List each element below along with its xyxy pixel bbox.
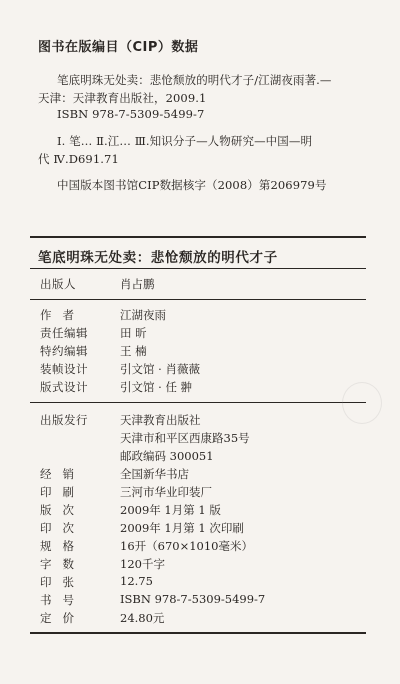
detail-label-edition: 版次 — [40, 503, 85, 517]
detail-value-word-count: 120千字 — [120, 557, 165, 571]
credit-value-author: 江湖夜雨 — [120, 308, 166, 322]
publisher-person-value: 肖占鹏 — [120, 277, 155, 291]
cip-line-1: 笔底明珠无处卖：悲怆颓放的明代才子/江湖夜雨著.— — [57, 73, 332, 87]
detail-label-distributor: 经销 — [40, 467, 85, 481]
credit-label-special-editor: 特约编辑 — [40, 344, 88, 358]
detail-label-printer: 印刷 — [40, 485, 85, 499]
title-rule — [30, 268, 366, 269]
detail-value-distributor: 全国新华书店 — [120, 467, 189, 481]
detail-value-printer: 三河市华业印装厂 — [120, 485, 212, 499]
credits-rule-top — [30, 299, 366, 300]
detail-label-format: 规格 — [40, 539, 85, 553]
credit-label-author: 作者 — [40, 308, 85, 322]
detail-value-price: 24.80元 — [120, 611, 165, 625]
credit-value-editor: 田 昕 — [120, 326, 147, 340]
publish-postcode: 邮政编码 300051 — [120, 449, 214, 463]
credit-value-cover-design: 引文馆 · 肖薇薇 — [120, 362, 200, 376]
detail-label-price: 定价 — [40, 611, 85, 625]
publish-name: 天津教育出版社 — [120, 413, 201, 427]
cip-line-6: 中国版本图书馆CIP数据核字（2008）第206979号 — [57, 178, 327, 192]
credit-value-layout-design: 引文馆 · 任 翀 — [120, 380, 193, 394]
detail-label-impression: 印次 — [40, 521, 85, 535]
publish-address: 天津市和平区西康路35号 — [120, 431, 250, 445]
detail-label-isbn: 书号 — [40, 593, 85, 607]
cip-line-3: ISBN 978-7-5309-5499-7 — [57, 107, 205, 121]
cip-line-2: 天津：天津教育出版社，2009.1 — [38, 91, 207, 105]
top-rule — [30, 236, 366, 238]
book-title: 笔底明珠无处卖：悲怆颓放的明代才子 — [38, 250, 278, 266]
cip-line-4: Ⅰ. 笔… Ⅱ.江… Ⅲ.知识分子—人物研究—中国—明 — [57, 134, 313, 148]
credit-label-layout-design: 版式设计 — [40, 380, 88, 394]
cip-heading: 图书在版编目（CIP）数据 — [38, 40, 199, 55]
publish-label: 出版发行 — [40, 413, 88, 427]
credit-label-cover-design: 装帧设计 — [40, 362, 88, 376]
bottom-rule — [30, 632, 366, 634]
detail-value-sheets: 12.75 — [120, 574, 153, 588]
publisher-person-label: 出版人 — [40, 277, 76, 291]
detail-label-word-count: 字数 — [40, 557, 85, 571]
detail-label-sheets: 印张 — [40, 575, 85, 589]
cip-line-5: 代 Ⅳ.D691.71 — [38, 152, 119, 166]
faint-stamp-mark — [342, 382, 382, 424]
credit-label-editor: 责任编辑 — [40, 326, 88, 340]
credit-value-special-editor: 王 楠 — [120, 344, 147, 358]
credits-rule-bottom — [30, 402, 366, 403]
detail-value-format: 16开（670×1010毫米） — [120, 539, 253, 553]
detail-value-impression: 2009年 1月第 1 次印刷 — [120, 521, 244, 535]
detail-value-isbn: ISBN 978-7-5309-5499-7 — [120, 592, 266, 606]
detail-value-edition: 2009年 1月第 1 版 — [120, 503, 221, 517]
